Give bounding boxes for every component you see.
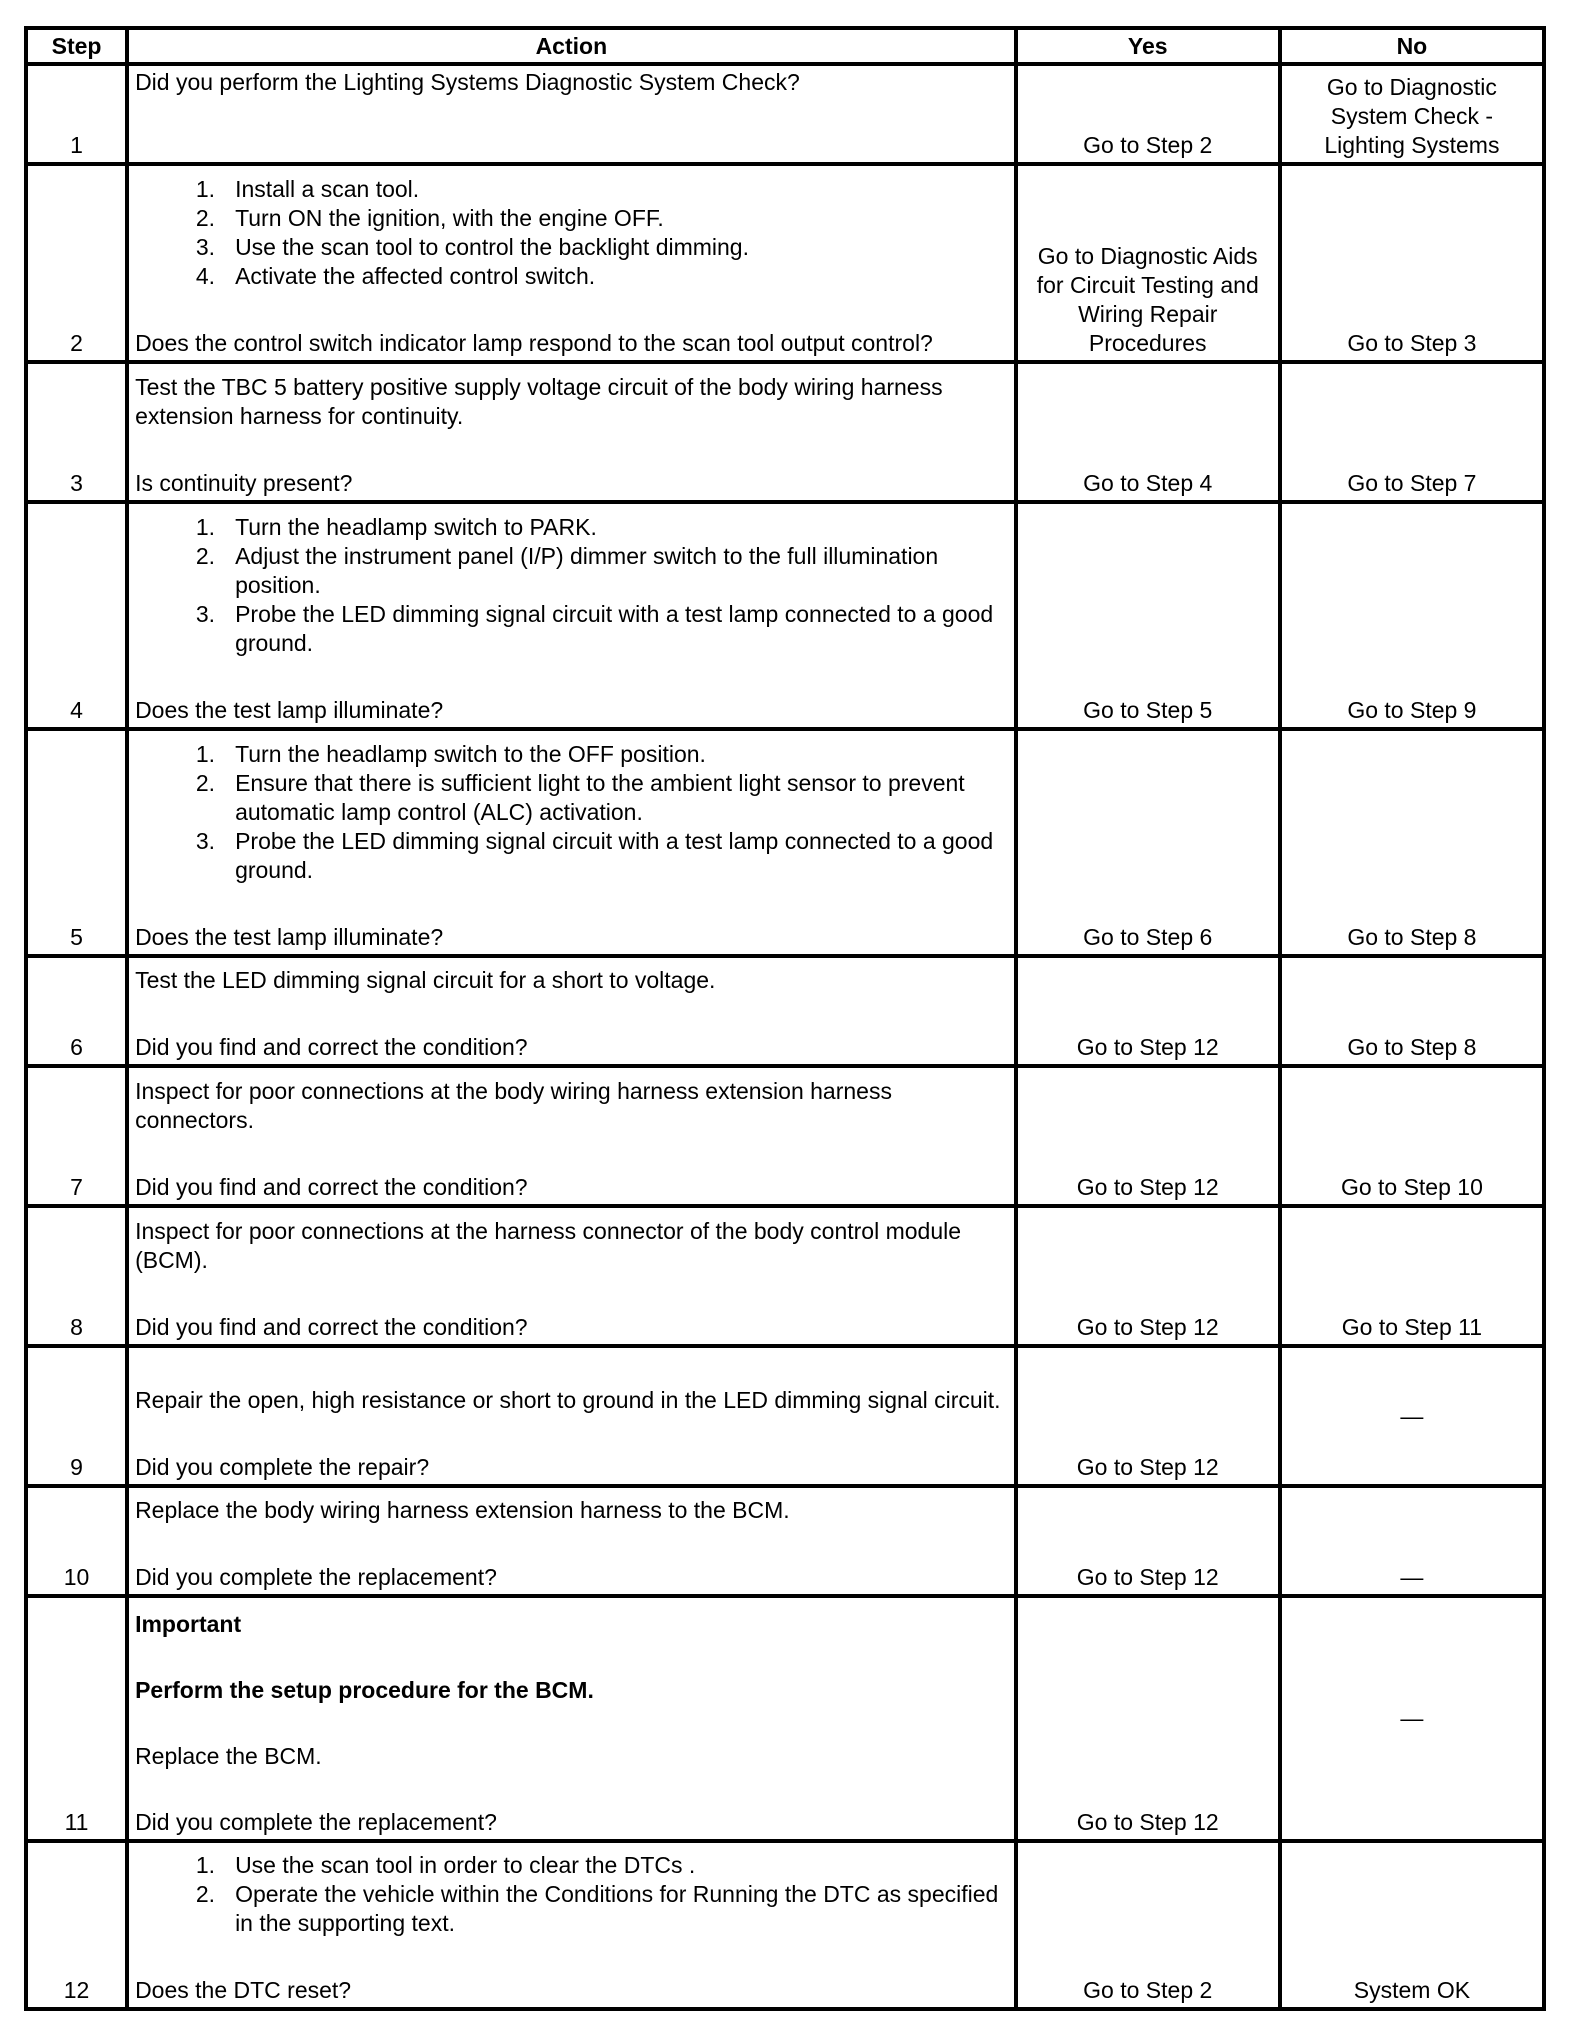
yes-cell: Go to Diagnostic Aids for Circuit Testing and Wiring Repair Procedures [1016,164,1280,362]
yes-cell: Go to Step 4 [1016,362,1280,502]
no-cell: — [1280,1346,1544,1486]
action-cell [127,1486,1016,1596]
table-row [26,1596,1544,1841]
table-row [26,1841,1544,2009]
procedure-list [135,740,1008,885]
no-cell: Go to Step 8 [1280,729,1544,956]
action-question: Is continuity present? [135,470,353,496]
action-cell [127,362,1016,502]
procedure-list [135,1851,1008,1938]
list-item: 3. Probe the LED dimming signal circuit with a test lamp connected to a good ground. [195,601,994,656]
action-cell [127,502,1016,729]
table-row [26,956,1544,1066]
action-question: Did you find and correct the condition? [135,1034,528,1060]
table-row [26,502,1544,729]
step-number: 5 [26,729,127,956]
step-number: 12 [26,1841,127,2009]
no-cell: — [1280,1486,1544,1596]
table-row [26,1486,1544,1596]
no-cell: Go to Step 7 [1280,362,1544,502]
header-no: No [1280,28,1544,64]
header-step: Step [26,28,127,64]
important-heading: Important [135,1611,242,1637]
step-number: 2 [26,164,127,362]
yes-cell: Go to Step 2 [1016,64,1280,164]
diagnostic-table [24,26,1546,2011]
no-cell: Go to Diagnostic System Check - Lighting Systems [1280,64,1544,164]
step-number: 8 [26,1206,127,1346]
step-number: 10 [26,1486,127,1596]
table-row [26,1066,1544,1206]
action-text: Test the TBC 5 battery positive supply voltage circuit of the body wiring harness extension harness for continuity. [135,374,943,429]
table-row [26,729,1544,956]
action-cell [127,1346,1016,1486]
no-cell: Go to Step 3 [1280,164,1544,362]
no-cell: Go to Step 10 [1280,1066,1544,1206]
no-cell: Go to Step 8 [1280,956,1544,1066]
action-text: Replace the body wiring harness extension harness to the BCM. [135,1497,790,1523]
action-text: Test the LED dimming signal circuit for a short to voltage. [135,967,716,993]
action-cell [127,729,1016,956]
action-text: Inspect for poor connections at the harness connector of the body control module (BCM). [135,1218,962,1273]
procedure-list [135,513,1008,658]
action-question: Does the test lamp illuminate? [135,697,444,723]
action-question: Does the DTC reset? [135,1977,352,2003]
yes-cell: Go to Step 12 [1016,1486,1280,1596]
yes-cell: Go to Step 6 [1016,729,1280,956]
important-note: Perform the setup procedure for the BCM. [135,1677,594,1703]
yes-cell: Go to Step 12 [1016,1206,1280,1346]
list-item: 1. Turn the headlamp switch to PARK. [195,514,597,540]
action-question: Did you find and correct the condition? [135,1314,528,1340]
yes-cell: Go to Step 12 [1016,1596,1280,1841]
list-item: 4. Activate the affected control switch. [195,263,596,289]
yes-cell: Go to Step 12 [1016,1346,1280,1486]
step-number: 7 [26,1066,127,1206]
action-cell [127,164,1016,362]
action-question: Does the control switch indicator lamp respond to the scan tool output control? [135,330,933,356]
header-row [26,28,1544,64]
list-item: 2. Adjust the instrument panel (I/P) dimmer switch to the full illumination position. [195,543,939,598]
yes-cell: Go to Step 12 [1016,1066,1280,1206]
table-row [26,1346,1544,1486]
step-number: 4 [26,502,127,729]
table-row [26,1206,1544,1346]
no-cell: System OK [1280,1841,1544,2009]
yes-cell: Go to Step 5 [1016,502,1280,729]
action-text: Inspect for poor connections at the body wiring harness extension harness connectors. [135,1078,892,1133]
action-text: Did you perform the Lighting Systems Diagnostic System Check? [135,69,800,95]
no-cell: Go to Step 9 [1280,502,1544,729]
list-item: 1. Install a scan tool. [195,176,420,202]
action-cell [127,1206,1016,1346]
header-yes: Yes [1016,28,1280,64]
step-number: 6 [26,956,127,1066]
list-item: 3. Use the scan tool to control the backlight dimming. [195,234,749,260]
step-number: 9 [26,1346,127,1486]
action-question: Did you complete the replacement? [135,1809,497,1835]
table-row [26,362,1544,502]
procedure-list [135,175,1008,291]
action-cell [127,956,1016,1066]
action-question: Did you complete the repair? [135,1454,430,1480]
list-item: 1. Turn the headlamp switch to the OFF position. [195,741,706,767]
action-cell [127,1841,1016,2009]
list-item: 2. Ensure that there is sufficient light to the ambient light sensor to prevent automatic lamp control (ALC) activation. [195,770,965,825]
header-action: Action [127,28,1016,64]
table-row [26,164,1544,362]
action-question: Did you complete the replacement? [135,1564,497,1590]
step-number: 3 [26,362,127,502]
table-row [26,64,1544,164]
action-cell [127,1596,1016,1841]
yes-cell: Go to Step 2 [1016,1841,1280,2009]
no-cell: Go to Step 11 [1280,1206,1544,1346]
yes-cell: Go to Step 12 [1016,956,1280,1066]
action-question: Did you find and correct the condition? [135,1174,528,1200]
list-item: 3. Probe the LED dimming signal circuit with a test lamp connected to a good ground. [195,828,994,883]
list-item: 1. Use the scan tool in order to clear the DTCs . [195,1852,696,1878]
action-cell [127,64,1016,164]
action-question: Does the test lamp illuminate? [135,924,444,950]
list-item: 2. Operate the vehicle within the Conditions for Running the DTC as specified in the supporting text. [195,1881,999,1936]
action-text: Replace the BCM. [135,1743,322,1769]
no-cell: — [1280,1596,1544,1841]
action-cell [127,1066,1016,1206]
action-text: Repair the open, high resistance or short to ground in the LED dimming signal circuit. [135,1387,1001,1413]
step-number: 1 [26,64,127,164]
list-item: 2. Turn ON the ignition, with the engine OFF. [195,205,664,231]
step-number: 11 [26,1596,127,1841]
